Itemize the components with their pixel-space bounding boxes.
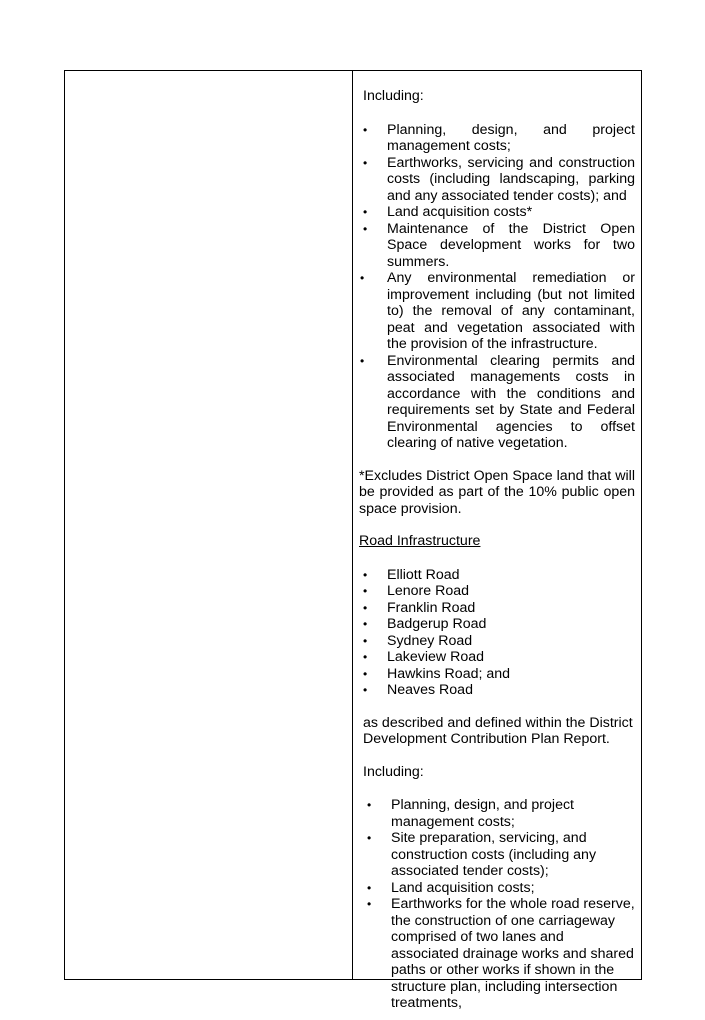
bullet: • <box>360 271 365 285</box>
bullet: • <box>360 353 365 368</box>
list-item: • Planning, design, and project management costs; <box>363 121 635 154</box>
list-item: • Sydney Road <box>363 632 473 649</box>
list-item: • Elliott Road <box>363 566 460 583</box>
right-column-cell <box>359 88 635 1012</box>
list-item: • Lakeview Road <box>363 649 485 665</box>
bullet: • <box>367 798 372 812</box>
bullet: • <box>363 650 368 664</box>
bullet: • <box>363 600 368 615</box>
road-infrastructure-heading: Road Infrastructure <box>359 533 481 549</box>
bullet: • <box>363 155 368 170</box>
bullet: • <box>367 831 372 845</box>
list-item: • Land acquisition costs* <box>363 204 533 220</box>
including-label: Including: <box>363 763 424 780</box>
list-item: • Any environmental remediation or improvement including (but not limited to) the removal of any contaminant, peat and vegetation associated with the provision of the infrastructure. <box>360 270 635 352</box>
list-item: • Franklin Road <box>363 599 476 616</box>
bullet: • <box>367 897 372 911</box>
bullet: • <box>363 584 368 598</box>
list-item: • Planning, design, and project management costs; <box>367 797 574 830</box>
cost-items-list <box>359 122 635 452</box>
bullet: • <box>363 567 368 582</box>
described-paragraph: as described and defined within the District Development Contribution Plan Report. <box>363 714 633 747</box>
list-item: • Earthworks for the whole road reserve, the construction of one carriageway comprised of two lanes and associated drainage works and shared paths or other works if shown in the structure plan, including intersection treatments, <box>367 896 635 1011</box>
footnote: *Excludes District Open Space land that will be provided as part of the 10% public open space provision. <box>359 467 635 517</box>
list-item: • Land acquisition costs; <box>367 879 535 896</box>
list-item: • Earthworks, servicing and construction costs (including landscaping, parking and any associated tender costs); and <box>363 154 635 204</box>
list-item: • Neaves Road <box>363 682 473 698</box>
bullet: • <box>363 633 368 648</box>
road-cost-items-list <box>359 797 635 1012</box>
bullet: • <box>363 221 368 236</box>
bullet: • <box>363 683 368 697</box>
including-label: Including: <box>363 88 424 104</box>
bullet: • <box>363 666 368 681</box>
list-item: • Hawkins Road; and <box>363 665 511 682</box>
list-item: • Lenore Road <box>363 583 470 599</box>
roads-list <box>359 567 635 699</box>
list-item: • Environmental clearing permits and associated managements costs in accordance with the conditions and requirements set by State and Federal Environmental agencies to offset clearing of native vegetation. <box>360 352 635 451</box>
list-item: • Site preparation, servicing, and construction costs (including any associated tender costs); <box>367 830 597 879</box>
bullet: • <box>363 205 368 219</box>
bullet: • <box>363 617 368 631</box>
list-item: • Badgerup Road <box>363 616 487 632</box>
bullet: • <box>367 880 372 895</box>
column-divider <box>352 70 353 980</box>
bullet: • <box>363 122 368 137</box>
list-item: • Maintenance of the District Open Space development works for two summers. <box>363 220 635 270</box>
